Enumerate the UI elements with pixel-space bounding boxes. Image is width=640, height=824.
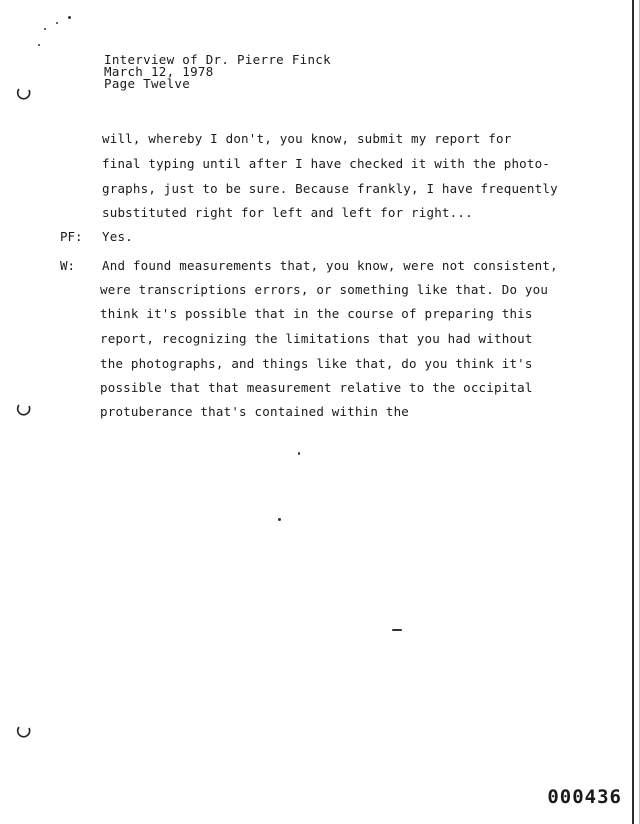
scan-speck <box>298 452 300 455</box>
transcript-line: And found measurements that, you know, were not consistent, <box>102 258 558 273</box>
punch-hole-icon <box>16 724 32 740</box>
speaker-label-pf: PF: <box>60 229 83 244</box>
transcript-line: protuberance that's contained within the <box>100 404 410 419</box>
header-date: March 12, 1978 <box>104 64 214 79</box>
speaker-label-w: W: <box>60 258 76 273</box>
transcript-line: report, recognizing the limitations that you had without <box>100 331 533 346</box>
transcript-line: think it's possible that in the course of preparing this <box>100 306 533 321</box>
punch-hole-icon <box>16 86 32 102</box>
transcript-line: will, whereby I don't, you know, submit my report for <box>102 131 512 146</box>
header-page: Page Twelve <box>104 76 191 91</box>
punch-hole-icon <box>16 402 32 418</box>
transcript-line: graphs, just to be sure. Because frankly, I have frequently <box>102 181 558 196</box>
document-number: 000436 <box>547 786 622 808</box>
transcript-line: possible that that measurement relative to the occipital <box>100 380 533 395</box>
scan-speck <box>56 22 58 24</box>
transcript-line: were transcriptions errors, or something like that. Do you <box>100 282 549 297</box>
page-edge-line <box>632 0 634 824</box>
scan-speck <box>68 16 71 19</box>
scan-speck <box>44 28 46 30</box>
transcript-line: Yes. <box>102 229 133 244</box>
transcript-line: substituted right for left and left for right... <box>102 205 473 220</box>
header-title: Interview of Dr. Pierre Finck <box>104 52 331 67</box>
scan-speck <box>392 629 402 631</box>
page-header <box>104 54 331 90</box>
scan-speck <box>38 44 40 46</box>
transcript-line: final typing until after I have checked it with the photo- <box>102 156 551 171</box>
scan-speck <box>278 518 281 521</box>
transcript-line: the photographs, and things like that, do you think it's <box>100 356 533 371</box>
